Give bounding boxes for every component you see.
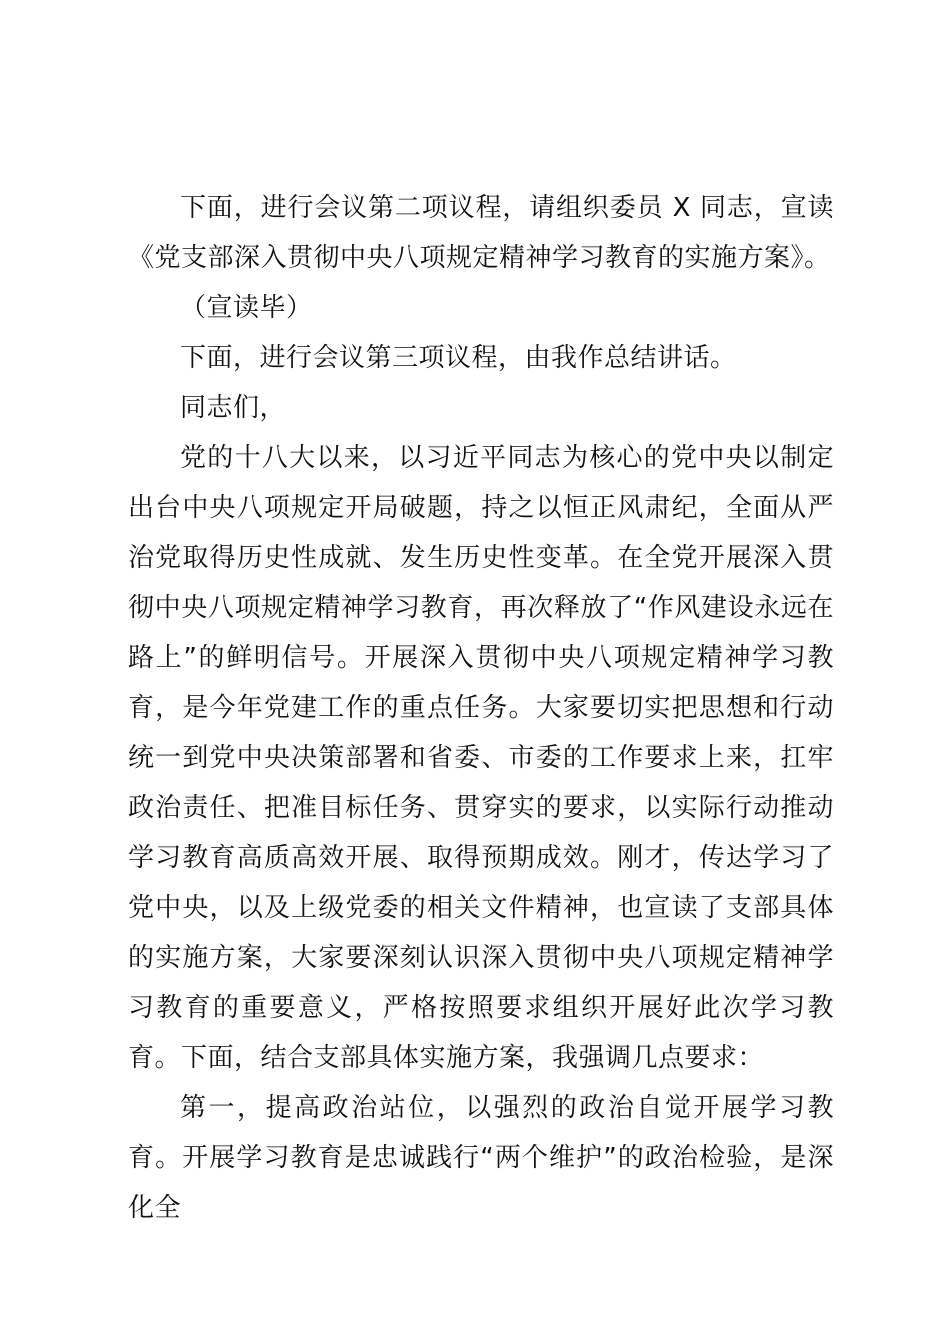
paragraph-main-speech: 党的十八大以来，以习近平同志为核心的党中央以制定出台中央八项规定开局破题，持之以恒正风肃纪，全面从严治党取得历史性成就、发生历史性变革。在全党开展深入贯彻中央八项规定精神学习教育，再次释放了“作风建设永远在路上”的鲜明信号。开展深入贯彻中央八项规定精神学习教育，是今年党建工作的重点任务。大家要切实把思想和行动统一到党中央决策部署和省委、市委的工作要求上来，扛牢政治责任、把准目标任务、贯穿实的要求，以实际行动推动学习教育高质高效开展、取得预期成效。刚才，传达学习了党中央，以及上级党委的相关文件精神，也宣读了支部具体的实施方案，大家要深刻认识深入贯彻中央八项规定精神学习教育的重要意义，严格按照要求组织开展好此次学习教育。下面，结合支部具体实施方案，我强调几点要求：: [128, 443, 834, 1073]
paragraph-point-one: 第一，提高政治站位，以强烈的政治自觉开展学习教育。开展学习教育是忠诚践行“两个维护”的政治检验，是深化全: [128, 1093, 834, 1223]
document-body: [128, 183, 834, 1233]
paragraph-reading-finished: （宣读毕）: [180, 293, 313, 323]
paragraph-salutation: 同志们，: [180, 393, 287, 423]
paragraph-agenda-item-three: 下面，进行会议第三项议程，由我作总结讲话。: [180, 343, 737, 373]
paragraph-agenda-item-two: 下面，进行会议第二项议程，请组织委员 X 同志，宣读《党支部深入贯彻中央八项规定精神学习教育的实施方案》。: [128, 193, 834, 273]
